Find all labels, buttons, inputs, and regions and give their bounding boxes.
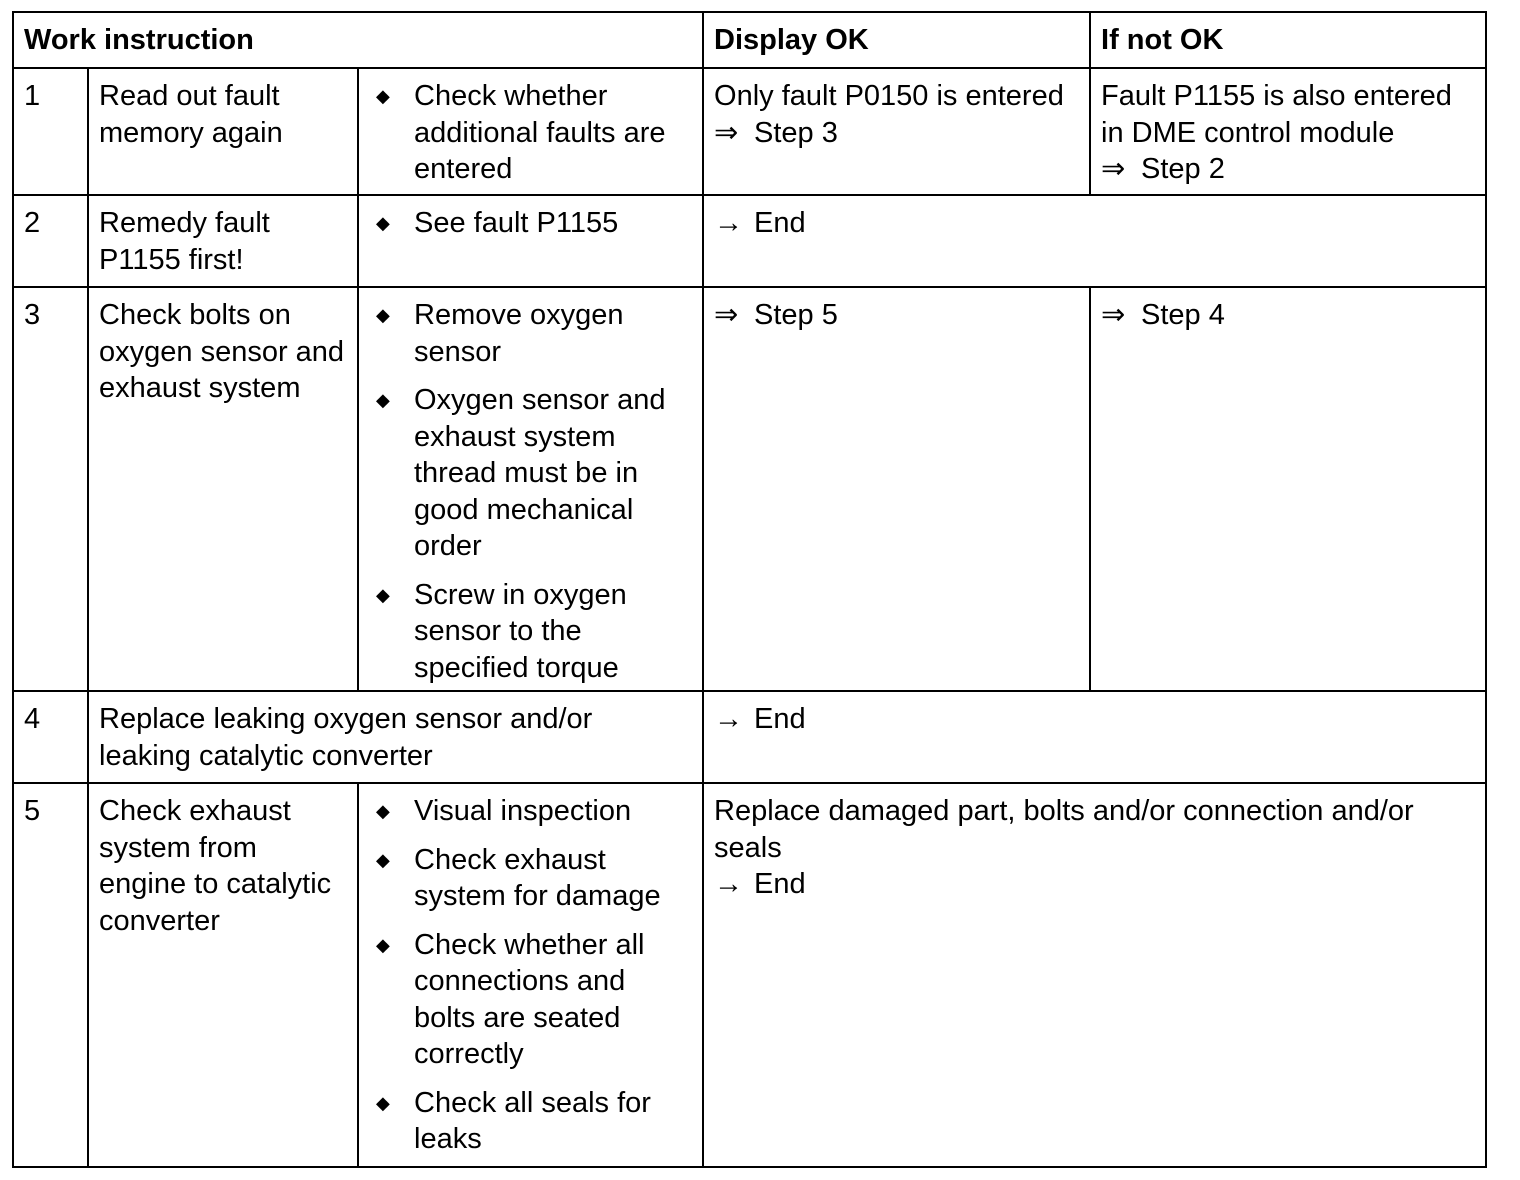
header-row <box>13 12 1486 68</box>
step-number: 1 <box>13 68 88 195</box>
result-cell <box>703 783 1486 1167</box>
header-if-not-ok: If not OK <box>1090 12 1486 68</box>
step-description: Remedy fault P1155 first! <box>88 195 358 287</box>
if-not-ok-cell <box>1090 287 1486 691</box>
diamond-bullet-icon: ◆ <box>376 305 390 325</box>
diamond-bullet-icon: ◆ <box>376 849 390 870</box>
action-item: ◆ Visual inspection <box>369 793 692 830</box>
display-ok-cell <box>703 287 1090 691</box>
action-item: ◆ See fault P1155 <box>369 205 692 242</box>
table-row <box>13 68 1486 195</box>
step-number: 2 <box>13 195 88 287</box>
result-next: End <box>754 868 806 900</box>
diamond-bullet-icon: ◆ <box>376 801 390 821</box>
action-item: ◆ Check exhaust system for damage <box>376 843 661 912</box>
result-next: End <box>754 207 806 239</box>
result-text: Replace damaged part, bolts and/or connection and/or seals <box>714 795 1414 864</box>
single-arrow-icon: → <box>714 868 744 900</box>
diamond-bullet-icon: ◆ <box>376 584 390 605</box>
step-description: Read out fault memory again <box>88 68 358 195</box>
result-cell <box>703 195 1486 287</box>
double-arrow-icon: ⇒ <box>1101 153 1126 185</box>
diamond-bullet-icon: ◆ <box>376 213 390 233</box>
diamond-bullet-icon: ◆ <box>376 390 390 410</box>
step-actions <box>358 287 703 691</box>
single-arrow-icon: → <box>714 207 744 239</box>
diamond-bullet-icon: ◆ <box>376 934 390 955</box>
display-ok-text: Only fault P0150 is entered <box>714 80 1064 112</box>
work-instruction-table <box>12 11 1487 1168</box>
display-ok-next: Step 5 <box>754 299 838 331</box>
action-item: ◆ Remove oxygen sensor <box>376 299 624 368</box>
table-row <box>13 783 1486 1167</box>
diamond-bullet-icon: ◆ <box>376 1092 390 1113</box>
double-arrow-icon: ⇒ <box>714 116 739 149</box>
action-item: ◆ Check all seals for leaks <box>376 1086 651 1155</box>
table-row <box>13 691 1486 783</box>
step-description: Check exhaust system from engine to catalytic converter <box>88 783 358 1167</box>
if-not-ok-text: Fault P1155 is also entered in DME control module <box>1101 80 1452 149</box>
double-arrow-icon: ⇒ <box>714 299 739 331</box>
diamond-bullet-icon: ◆ <box>376 86 390 106</box>
step-number: 5 <box>13 783 88 1167</box>
step-description: Check bolts on oxygen sensor and exhaust system <box>88 287 358 691</box>
step-number: 3 <box>13 287 88 691</box>
step-number: 4 <box>13 691 88 783</box>
action-item: ◆ Check whether additional faults are entered <box>376 80 666 185</box>
if-not-ok-cell <box>1090 68 1486 195</box>
step-actions <box>358 783 703 1167</box>
result-next: End <box>754 703 806 735</box>
header-work-instruction: Work instruction <box>13 12 703 68</box>
step-description: Replace leaking oxygen sensor and/or leaking catalytic converter <box>88 691 703 783</box>
double-arrow-icon: ⇒ <box>1101 299 1126 331</box>
table-row <box>13 287 1486 691</box>
step-actions <box>358 68 703 195</box>
step-actions <box>358 195 703 287</box>
if-not-ok-next: Step 2 <box>1141 153 1225 185</box>
header-display-ok: Display OK <box>703 12 1090 68</box>
table-row <box>13 195 1486 287</box>
single-arrow-icon: → <box>714 703 744 735</box>
display-ok-cell <box>703 68 1090 195</box>
action-item: ◆ Oxygen sensor and exhaust system thread must be in good mechanical order <box>376 384 666 562</box>
result-cell <box>703 691 1486 783</box>
action-item: ◆ Screw in oxygen sensor to the specified torque <box>376 578 627 684</box>
if-not-ok-next: Step 4 <box>1141 299 1225 331</box>
display-ok-next: Step 3 <box>754 116 838 149</box>
action-item: ◆ Check whether all connections and bolts are seated correctly <box>376 928 645 1070</box>
